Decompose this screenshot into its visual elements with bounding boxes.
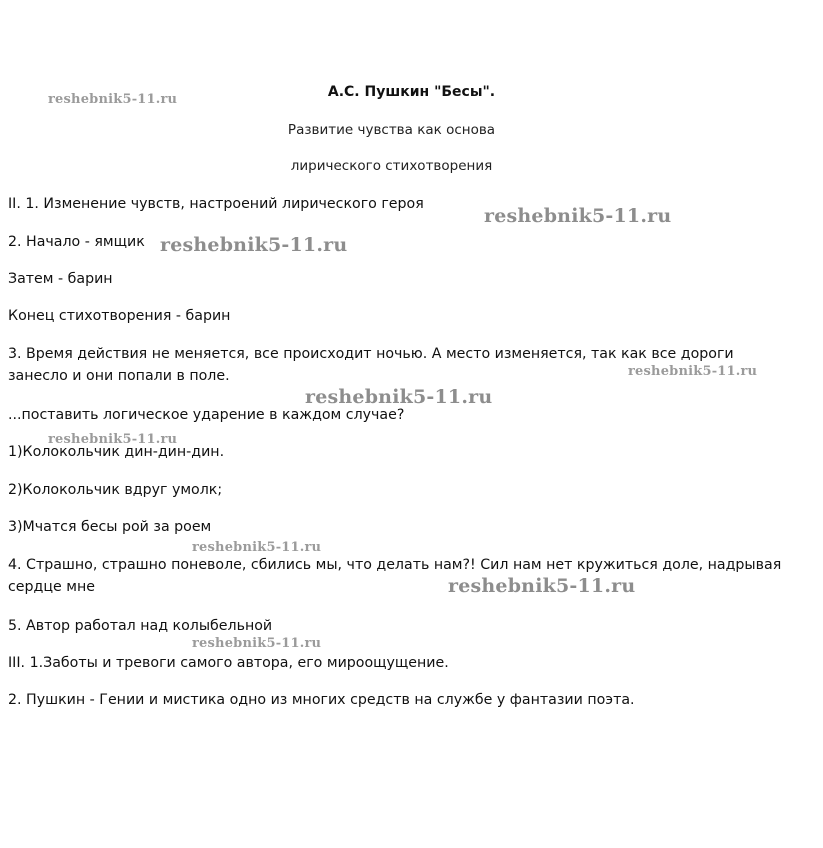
text-line-1: II. 1. Изменение чувств, настроений лирического героя xyxy=(8,196,424,212)
watermark: reshebnik5-11.ru xyxy=(192,636,322,651)
document-subtitle-line-1: Развитие чувства как основа xyxy=(287,122,496,138)
watermark: reshebnik5-11.ru xyxy=(48,92,178,107)
text-line-7: 1)Колокольчик дин-дин-дин. xyxy=(8,444,225,460)
text-line-5: 3. Время действия не меняется, все происходит ночью. А место изменяется, так как все дороги занесло и они попали в поле. xyxy=(8,346,734,384)
text-line-10: 4. Страшно, страшно поневоле, сбились мы, что делать нам?! Сил нам нет кружиться доле, надрывая сердце мне xyxy=(8,557,782,595)
text-line-11: 5. Автор работал над колыбельной xyxy=(8,618,273,634)
watermark: reshebnik5-11.ru xyxy=(484,205,672,227)
text-line-4: Конец стихотворения - барин xyxy=(8,308,231,324)
watermark: reshebnik5-11.ru xyxy=(160,234,348,256)
text-line-8: 2)Колокольчик вдруг умолк; xyxy=(8,482,223,498)
watermark: reshebnik5-11.ru xyxy=(305,386,493,408)
text-line-6: ...поставить логическое ударение в каждом случае? xyxy=(8,407,405,423)
document-subtitle-line-2: лирического стихотворения xyxy=(290,158,493,174)
text-line-12: III. 1.Заботы и тревоги самого автора, его мироощущение. xyxy=(8,655,449,671)
text-line-13: 2. Пушкин - Гении и мистика одно из многих средств на службе у фантазии поэта. xyxy=(8,692,635,708)
document-title: А.С. Пушкин "Бесы". xyxy=(327,84,496,100)
watermark: reshebnik5-11.ru xyxy=(192,540,322,555)
watermark: reshebnik5-11.ru xyxy=(628,364,758,379)
text-line-3: Затем - барин xyxy=(8,271,113,287)
watermark: reshebnik5-11.ru xyxy=(48,432,178,447)
text-line-9: 3)Мчатся бесы рой за роем xyxy=(8,519,212,535)
text-line-2: 2. Начало - ямщик xyxy=(8,234,145,250)
watermark: reshebnik5-11.ru xyxy=(448,575,636,597)
